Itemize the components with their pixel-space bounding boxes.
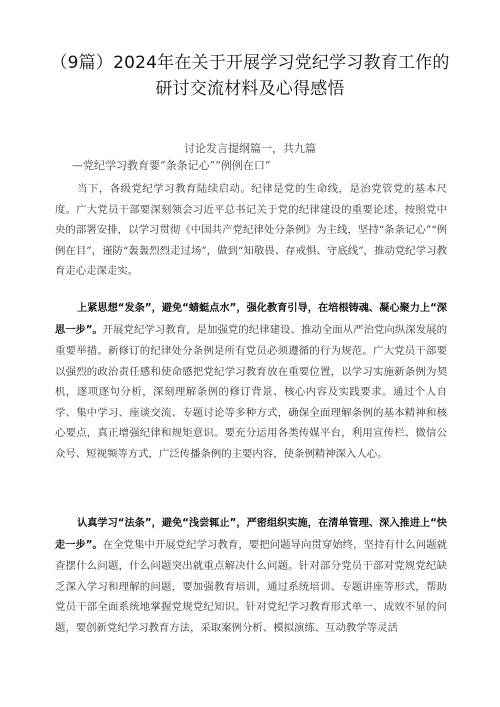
paragraph-3-lead: 认真学习“法条”，避免“浅尝辄止”，严密组织实施，在清单管理、深入推进上“快走一步”。	[55, 518, 447, 551]
document-title-line-1: （9篇）2024年在关于开展学习党纪学习教育工作的	[50, 53, 450, 73]
paragraph-3-body: 在全党集中开展党纪学习教育，要把问题导向贯穿始终，坚持有什么问题就查摆什么问题，什么问题突出就重点解决什么问题。针对部分党员干部对党规党纪缺乏深入学习和理解的问题，要加强教育培训，通过系统培训、专题讲座等形式，帮助党员干部全面系统地掌握党规党纪知识。针对党纪学习教育形式单一、成效不显的问题，要创新党纪学习教育方法，采取案例分析、模拟演练、互动教学等灵活	[55, 538, 447, 634]
paragraph-2-body: 开展党纪学习教育，是加强党的纪律建设、推动全面从严治党向纵深发展的重要举措。新修订的纪律处分条例是所有党员必须遵循的行为规范。广大党员干部要以强烈的政治责任感和使命感把党纪学习教育放在重要位置，以学习实施新条例为契机，逐项逐句分析，深刻理解条例的修订背景、核心内容及实践要求。通过个人自学、集中学习、座谈交流、专题讨论等多种方式，确保全面理解条例的基本精神和核心要点，真正增强纪律和规矩意识。要充分运用各类传媒平台，利用宣传栏、微信公众号、短视频等方式，广泛传播条例的主要内容，使条例精神深入人心。	[55, 323, 447, 460]
paragraph-2	[55, 298, 447, 464]
paragraph-2-lead: 上紧思想“发条”，避免“蜻蜓点水”，强化教育引导，在培根铸魂、凝心聚力上“深思一步”。	[55, 303, 447, 336]
paragraph-intro: 当下，各级党纪学习教育陆续启动。纪律是党的生命线，是治党管党的基本尺度。广大党员干部要深刻领会习近平总书记关于党的纪律建设的重要论述，按照党中央的部署安排，以学习贯彻《中国共产党纪律处分条例》为主线，坚持“条条记心”“例例在目”，谨防“轰轰烈烈走过场”，做到“知敬畏、存戒惧、守底线”，推动党纪学习教育走心走深走实。	[55, 183, 447, 277]
section-subtitle: 讨论发言提纲篇一，共九篇	[184, 142, 316, 155]
section-heading: —党纪学习教育要“条条记心”“例例在口”	[72, 159, 271, 172]
paragraph-3	[55, 513, 447, 638]
document-title-line-2: 研讨交流材料及心得感悟	[155, 79, 345, 99]
